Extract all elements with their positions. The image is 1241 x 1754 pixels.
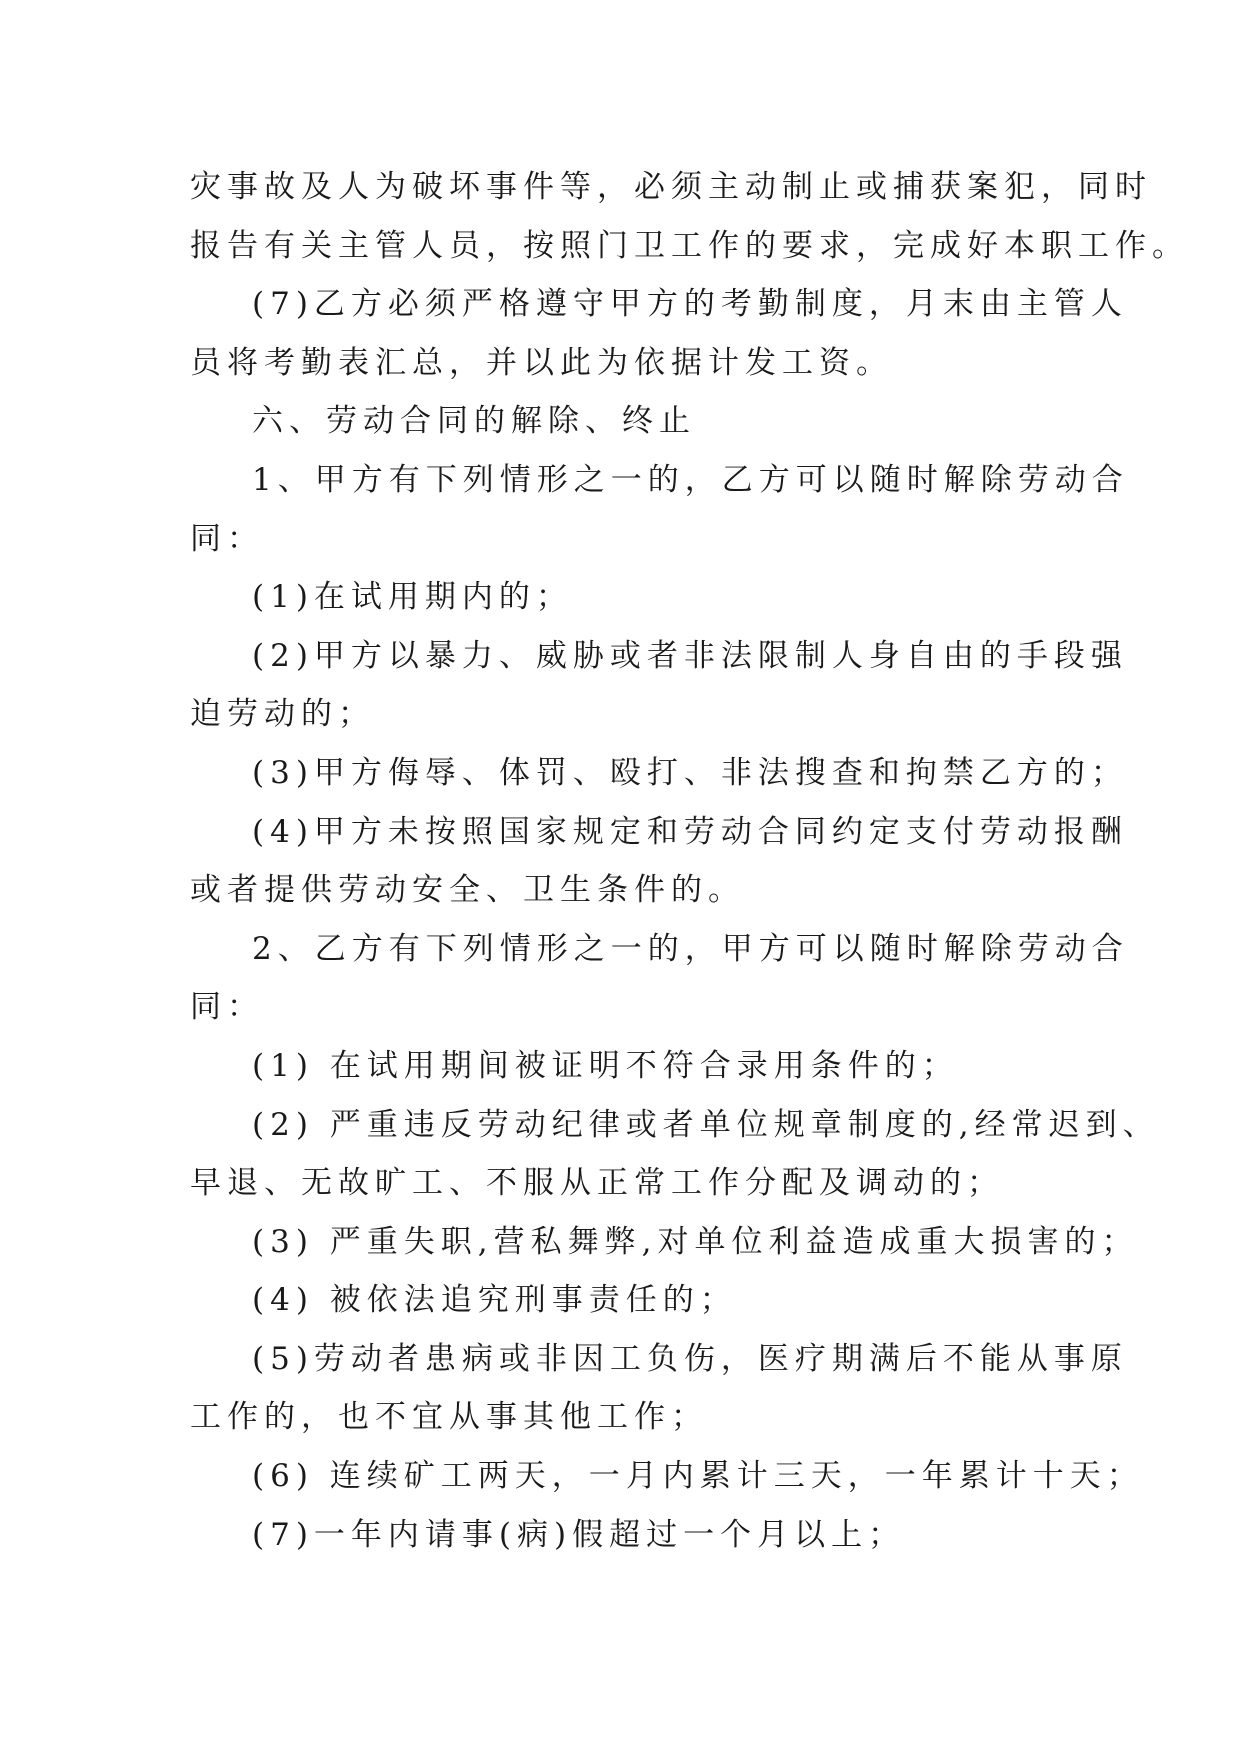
text-line: 同： bbox=[190, 520, 264, 557]
text-line: 迫劳动的； bbox=[190, 696, 375, 733]
text-line: 工作的，也不宜从事其他工作； bbox=[190, 1399, 708, 1436]
text-line: 报告有关主管人员，按照门卫工作的要求，完成好本职工作。 bbox=[190, 227, 1189, 264]
text-line: 1、甲方有下列情形之一的，乙方可以随时解除劳动合 bbox=[252, 461, 1129, 498]
text-line: 2、乙方有下列情形之一的，甲方可以随时解除劳动合 bbox=[252, 930, 1129, 967]
text-line: (1) 在试用期间被证明不符合录用条件的； bbox=[252, 1047, 959, 1084]
body-text bbox=[190, 158, 1189, 1564]
text-line: (2)甲方以暴力、威胁或者非法限制人身自由的手段强 bbox=[252, 637, 1128, 674]
text-line: (7)乙方必须严格遵守甲方的考勤制度，月末由主管人 bbox=[252, 286, 1128, 323]
text-line: 灾事故及人为破坏事件等，必须主动制止或捕获案犯，同时 bbox=[190, 169, 1152, 205]
text-line: (6) 连续矿工两天，一月内累计三天，一年累计十天； bbox=[252, 1458, 1144, 1495]
text-line: 同： bbox=[190, 989, 264, 1026]
text-line: (2) 严重违反劳动纪律或者单位规章制度的,经常迟到、 bbox=[252, 1106, 1160, 1143]
text-line: 员将考勤表汇总，并以此为依据计发工资。 bbox=[190, 344, 893, 381]
text-line: (7)一年内请事(病)假超过一个月以上； bbox=[252, 1516, 906, 1553]
text-line: (1)在试用期内的； bbox=[252, 579, 573, 616]
text-line: (4) 被依法追究刑事责任的； bbox=[252, 1282, 737, 1319]
text-line: (3)甲方侮辱、体罚、殴打、非法搜查和拘禁乙方的； bbox=[252, 754, 1128, 791]
text-line: 六、劳动合同的解除、终止 bbox=[252, 403, 696, 440]
text-line: (4)甲方未按照国家规定和劳动合同约定支付劳动报酬 bbox=[252, 813, 1128, 850]
text-line: (5)劳动者患病或非因工负伤，医疗期满后不能从事原 bbox=[252, 1340, 1128, 1377]
text-line: (3) 严重失职,营私舞弊,对单位利益造成重大损害的； bbox=[252, 1223, 1139, 1260]
text-line: 早退、无故旷工、不服从正常工作分配及调动的； bbox=[190, 1165, 1004, 1202]
text-line: 或者提供劳动安全、卫生条件的。 bbox=[190, 872, 745, 909]
